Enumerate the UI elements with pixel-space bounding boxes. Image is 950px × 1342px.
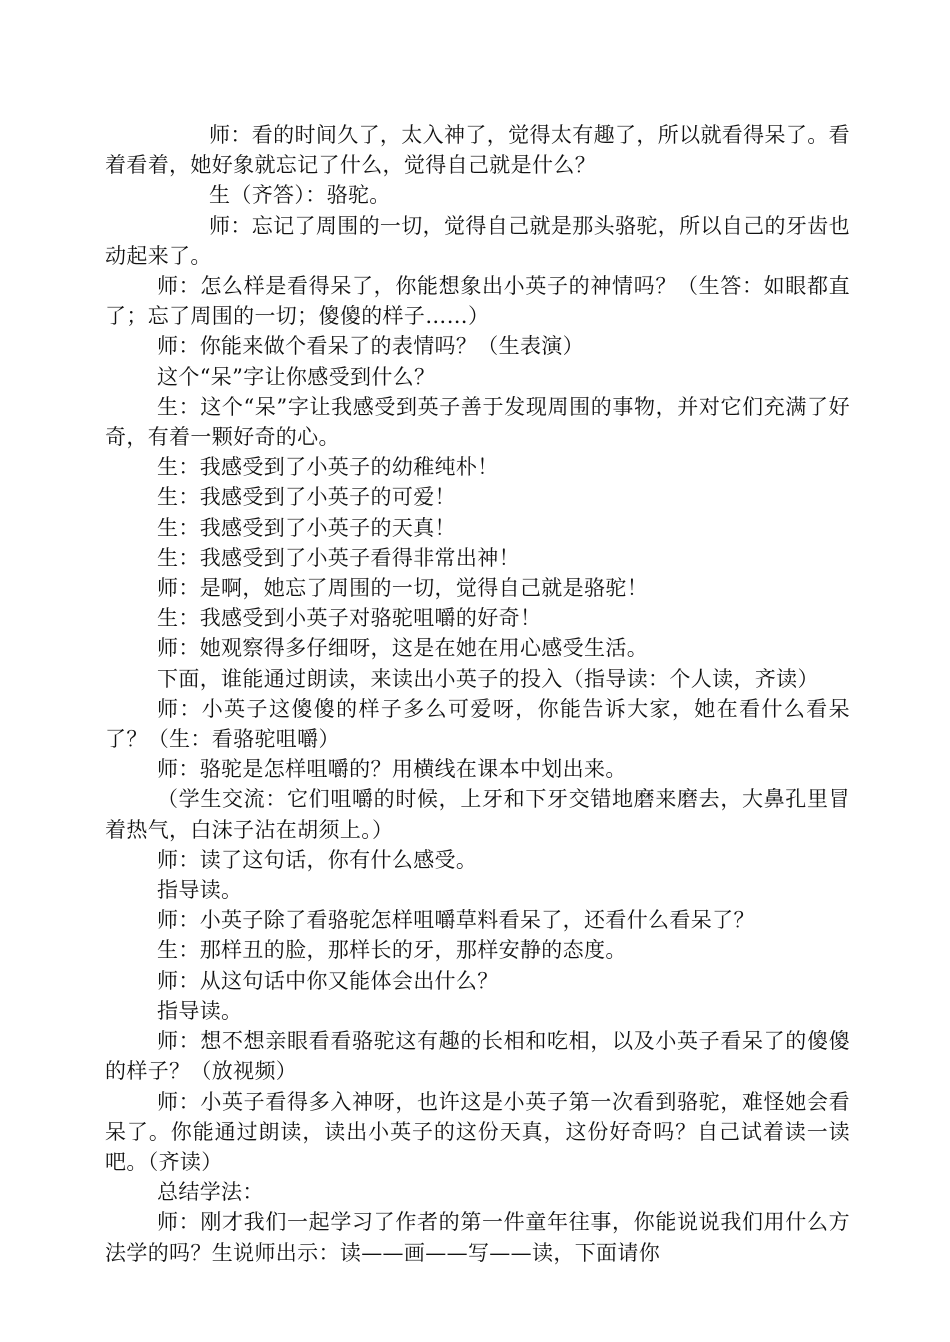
paragraph: 指导读。 [157,998,243,1023]
paragraph: 师：想不想亲眼看看骆驼这有趣的长相和吃相，以及小英子看呆了的傻傻的样子？（放视频） [105,1029,850,1084]
paragraph: 师：小英子这傻傻的样子多么可爱呀，你能告诉大家，她在看什么看呆了？（生：看骆驼咀嚼） [105,696,850,752]
paragraph: 师：读了这句话，你有什么感受。 [157,847,478,872]
paragraph: 师：她观察得多仔细呀，这是在她在用心感受生活。 [157,636,649,661]
paragraph: 生：我感受到小英子对骆驼咀嚼的好奇！ [157,606,542,631]
paragraph: 生：我感受到了小英子的天真！ [157,515,456,540]
paragraph: 生：那样丑的脸，那样长的牙，那样安静的态度。 [157,938,627,963]
body-text [105,120,850,1268]
paragraph: 师：刚才我们一起学习了作者的第一件童年往事，你能说说我们用什么方法学的吗？生说师出示：读——画——写——读，下面请你 [105,1210,850,1265]
paragraph: 生：我感受到了小英子的可爱！ [157,485,456,510]
paragraph: 师：骆驼是怎样咀嚼的？用横线在课本中划出来。 [157,757,627,782]
paragraph: 生：这个“呆”字让我感受到英子善于发现周围的事物，并对它们充满了好奇，有着一颗好奇的心。 [105,394,850,450]
paragraph: 这个“呆”字让你感受到什么？ [157,364,436,389]
paragraph: 师：看的时间久了，太入神了，觉得太有趣了，所以就看得呆了。看着看着，她好象就忘记了什么，觉得自己就是什么？ [105,123,850,178]
paragraph: 师：从这句话中你又能体会出什么？ [157,968,499,993]
paragraph: 下面，谁能通过朗读，来读出小英子的投入（指导读：个人读，齐读） [157,666,819,691]
paragraph: 总结学法： [157,1180,264,1205]
paragraph: 生（齐答）：骆驼。 [209,183,391,208]
paragraph: 师：你能来做个看呆了的表情吗？（生表演） [157,334,584,359]
paragraph: 师：小英子看得多入神呀，也许这是小英子第一次看到骆驼，难怪她会看呆了。你能通过朗读，读出小英子的这份天真，这份好奇吗？自己试着读一读吧。（齐读） [105,1089,850,1174]
paragraph: 师：是啊，她忘了周围的一切，觉得自己就是骆驼！ [157,576,649,601]
paragraph: 师：小英子除了看骆驼怎样咀嚼草料看呆了，还看什么看呆了？ [157,908,755,933]
paragraph: 生：我感受到了小英子的幼稚纯朴！ [157,455,499,480]
paragraph: 师：忘记了周围的一切，觉得自己就是那头骆驼，所以自己的牙齿也动起来了。 [105,213,850,268]
paragraph: （学生交流：它们咀嚼的时候，上牙和下牙交错地磨来磨去，大鼻孔里冒着热气，白沫子沾在胡须上。） [105,787,850,842]
paragraph: 师：怎么样是看得呆了，你能想象出小英子的神情吗？（生答：如眼都直了；忘了周围的一切；傻傻的样子……） [105,274,850,329]
paragraph: 生：我感受到了小英子看得非常出神！ [157,545,520,570]
paragraph: 指导读。 [157,878,243,903]
